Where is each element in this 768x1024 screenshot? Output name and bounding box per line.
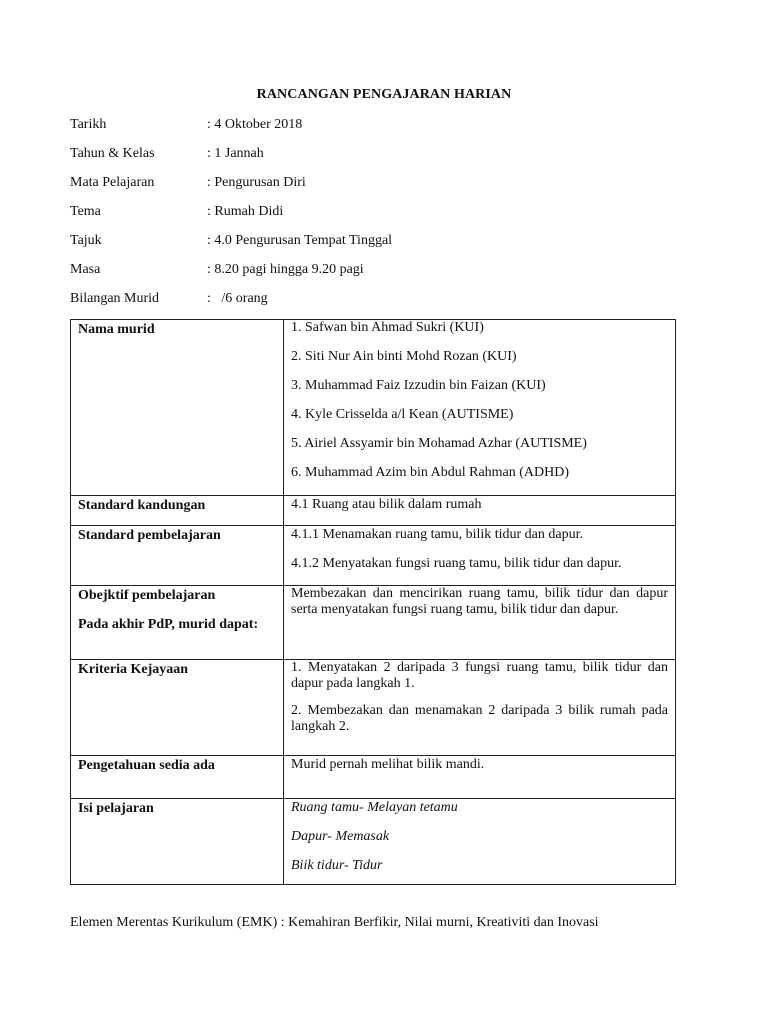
student-item: 3. Muhammad Faiz Izzudin bin Faizan (KUI) [291,378,546,393]
info-value: : Pengurusan Diri [207,175,306,190]
info-row-subject [70,174,690,203]
prior-knowledge-value [284,756,676,799]
table-row-content-standard [71,496,676,526]
info-label: Tarikh [70,117,107,132]
info-value: : 4 Oktober 2018 [207,117,303,132]
info-row-theme [70,203,690,232]
info-label: Bilangan Murid [70,291,160,306]
table-row-objective [71,586,676,660]
table-row-prior-knowledge [71,756,676,799]
info-row-topic [70,232,690,261]
cross-curricular-elements: Elemen Merentas Kurikulum (EMK) : Kemahiran Berfikir, Nilai murni, Kreativiti dan Inovasi [70,915,599,930]
learning-standard-label: Standard pembelajaran [78,528,221,543]
table-row-success-criteria [71,660,676,756]
info-label: Masa [70,262,101,277]
info-value: : 8.20 pagi hingga 9.20 pagi [207,262,364,277]
lesson-table [70,319,676,885]
objective-sublabel: Pada akhir PdP, murid dapat: [78,617,259,632]
success-criteria-item: 2. Membezakan dan menamakan 2 daripada 3 bilik rumah pada langkah 2. [291,703,668,734]
lesson-content-item: Ruang tamu- Melayan tetamu [291,800,458,815]
table-label-cell [71,496,284,526]
prior-knowledge-text: Murid pernah melihat bilik mandi. [291,757,485,772]
table-label-cell [71,586,284,660]
info-label: Mata Pelajaran [70,175,155,190]
objective-value [284,586,676,660]
lesson-content-item: Dapur- Memasak [291,829,390,844]
info-label: Tema [70,204,101,219]
info-value: : 4.0 Pengurusan Tempat Tinggal [207,233,393,248]
objective-label: Obejktif pembelajaran [78,588,216,603]
lesson-info [70,116,690,319]
student-item: 1. Safwan bin Ahmad Sukri (KUI) [291,320,484,335]
student-item: 2. Siti Nur Ain binti Mohd Rozan (KUI) [291,349,517,364]
students-label: Nama murid [78,322,155,337]
info-row-student-count [70,290,690,319]
info-value: : /6 orang [207,291,268,306]
success-criteria-label: Kriteria Kejayaan [78,662,189,677]
info-row-time [70,261,690,290]
student-item: 4. Kyle Crisselda a/l Kean (AUTISME) [291,407,514,422]
table-row-learning-standard [71,526,676,586]
table-label-cell [71,320,284,496]
info-label: Tajuk [70,233,102,248]
prior-knowledge-label: Pengetahuan sedia ada [78,758,215,773]
info-row-date [70,116,690,145]
lesson-content-list [284,799,676,885]
content-standard-label: Standard kandungan [78,498,206,513]
lesson-content-item: Biik tidur- Tidur [291,858,383,873]
lesson-content-label: Isi pelajaran [78,801,154,816]
page-title: RANCANGAN PENGAJARAN HARIAN [256,87,512,102]
success-criteria-item: 1. Menyatakan 2 daripada 3 fungsi ruang tamu, bilik tidur dan dapur pada langkah 1. [291,660,668,691]
table-row-lesson-content [71,799,676,885]
table-row-students [71,320,676,496]
info-value: : 1 Jannah [207,146,264,161]
table-label-cell [71,660,284,756]
content-standard-value [284,496,676,526]
learning-standard-item: 4.1.1 Menamakan ruang tamu, bilik tidur dan dapur. [291,527,583,542]
students-list [284,320,676,496]
table-label-cell [71,756,284,799]
info-label: Tahun & Kelas [70,146,155,161]
learning-standard-list [284,526,676,586]
learning-standard-item: 4.1.2 Menyatakan fungsi ruang tamu, bilik tidur dan dapur. [291,556,622,571]
student-item: 6. Muhammad Azim bin Abdul Rahman (ADHD) [291,465,570,480]
student-item: 5. Airiel Assyamir bin Mohamad Azhar (AUTISME) [291,436,587,451]
info-row-class [70,145,690,174]
content-standard-text: 4.1 Ruang atau bilik dalam rumah [291,497,482,512]
table-label-cell [71,799,284,885]
success-criteria-list [284,660,676,756]
table-label-cell [71,526,284,586]
info-value: : Rumah Didi [207,204,284,219]
objective-text: Membezakan dan mencirikan ruang tamu, bilik tidur dan dapur serta menyatakan fungsi ruang tamu, bilik tidur dan dapur. [291,586,668,617]
